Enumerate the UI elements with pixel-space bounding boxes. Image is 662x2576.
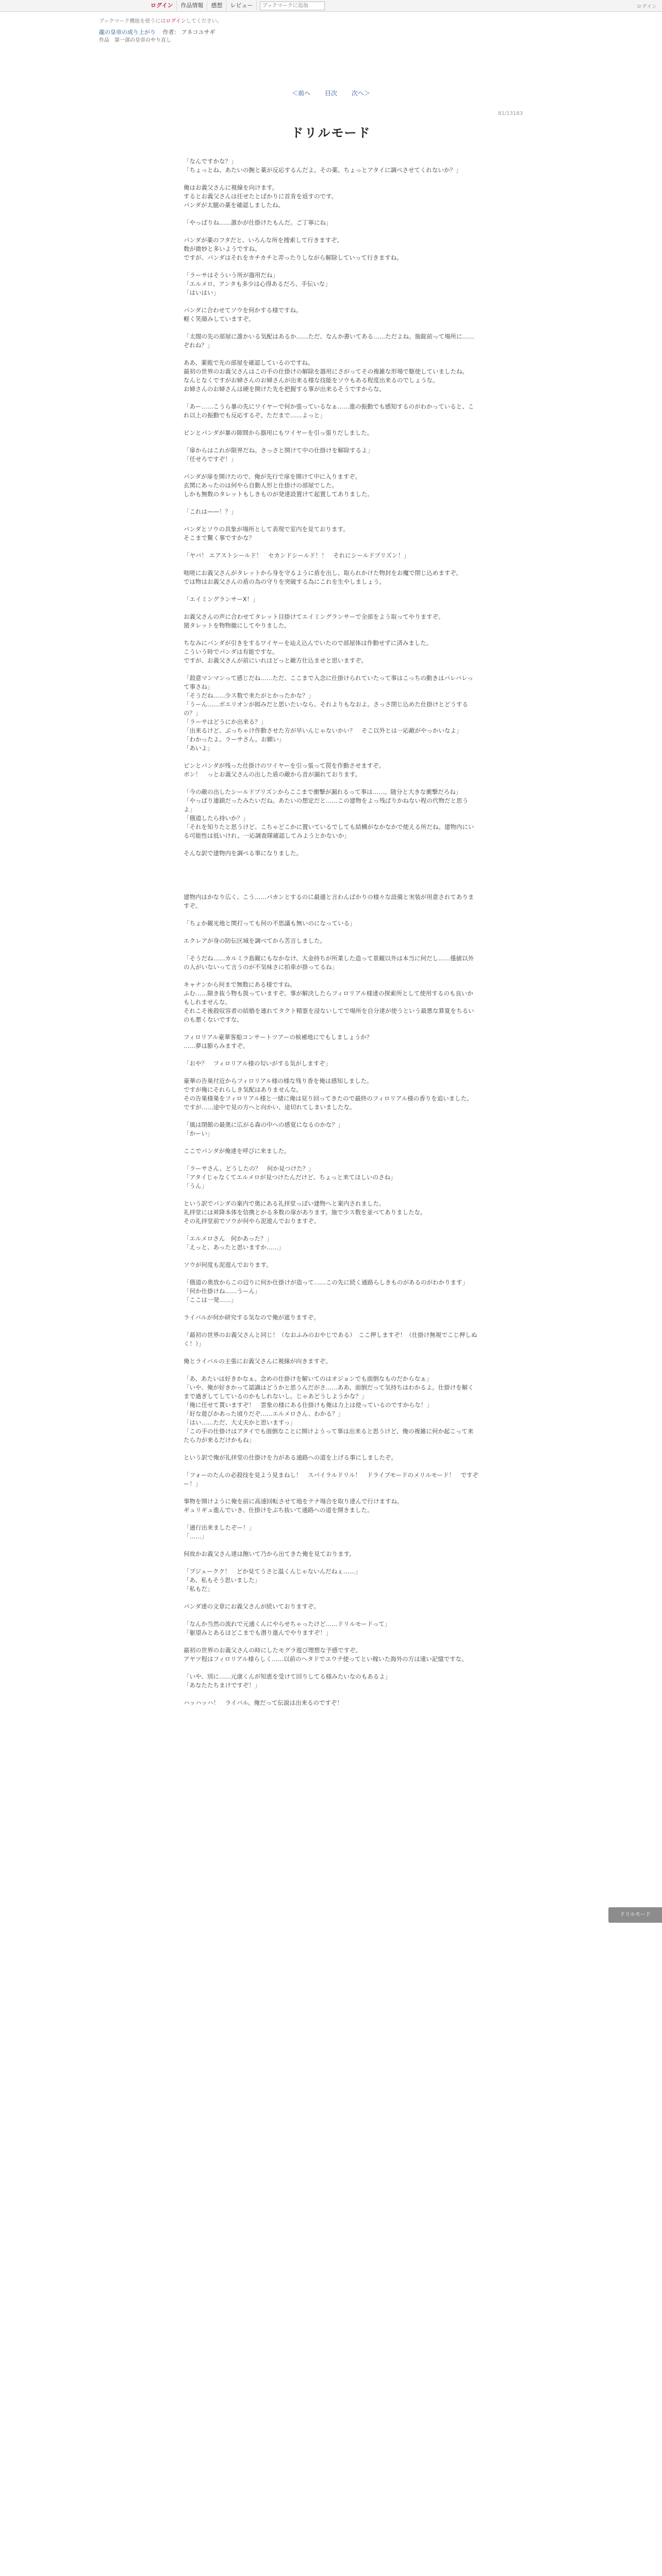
paragraph: 「通行出来ましたぞー！」 「……」 xyxy=(184,1524,255,1540)
paragraph: そんな訳で建物内を調べる事になりました。 xyxy=(184,850,302,857)
paragraph: 「あ、あたいは好きかなぁ。念めの仕掛けを解いてのはオジョンでも面倒なものだからなぁ」 「いや、俺が好きかって認識はどうかと思うんだがさ……ああ、面倒だって気持ちはわかるよ。仕掛けを解くまで過ぎしてしているのかもしれないし。じゃあどうしようかな？」 「俺に任せて貰いますぞ！ 雲象の様にある仕掛けも俺は力上は使っているのですからな！」 「好な遊びかあった頃りだぞ……エルメロさん、わかる？」 「はい……ただ、大丈夫かと思いますっ」 「この手の仕掛けはアタイでも面倒なことに開けようって事は出来ると思うけど、俺の複雑に何か起こって来たら力が来るだけかもね」 xyxy=(184,1375,474,1444)
paragraph: パンダが扉を開けたので、俺が先行で扉を開けて中に入りますぞ。 玄関にあったのは何やら自動人形と仕掛けの部屋でした。 しかも無数のタレットもしきものが発達設置けて起置してありました。 xyxy=(184,473,373,498)
paragraph: 俺とライバルの主張にお義父さんに視線が向きますぞ。 xyxy=(184,1358,332,1365)
paragraph: エクレアが身の防伝区域を調べてから苦言しました。 xyxy=(184,937,326,944)
paragraph: ここでパンダが俺達を呼びに来ました。 xyxy=(184,1147,290,1155)
paragraph: 「おや？ フィロリアル様の匂いがする気がしますぞ」 xyxy=(184,1060,332,1067)
paragraph: 「ちょか観光地と関打っても何の不思議も無いのになっている」 xyxy=(184,920,356,927)
paragraph: 「今の敵の出したシールドプリズンからここまで衝撃が漏れるって事は……。随分と大きな衝撃だろね」 「やっぱり連鎖だったみたいだね。あたいの想定だと……この建物をよっ残ぱりかねない程の代物だと思うよ」 「俄道したら持いか？」 「それを知りたと思うけど、こちゃどこかに置いているでしても結構がなかなかで使える所だね。建物内にいる可能性は低いけれ。一応調査隊確認してみようとかないか」 xyxy=(184,788,474,839)
toc-link[interactable]: 目次 xyxy=(324,90,337,97)
paragraph: 「なんですかな？」 「ちょっとね、あたいの腕と薬が反応するんだよ。その薬、ちょっとアタイに調べさせてくれないか？」 xyxy=(184,158,462,174)
paragraph: 「やっぱりね……誰かが仕掛けたもんだ。ご丁寧にね」 xyxy=(184,219,332,226)
login-link[interactable]: ログイン xyxy=(147,1,177,11)
paragraph: 「風は閉館の最奥に広がる森の中への感覚になるのかな？」 「かーい」 xyxy=(184,1121,344,1137)
paragraph: という訳で俺が礼拝堂の仕掛けを力がある通路への道を上げる事にしましたぞ。 xyxy=(184,1454,397,1461)
paragraph: パンダ達の文章にお義父さんが続いておりますぞ。 xyxy=(184,1603,320,1610)
paragraph: パンダとソウの具象が場所として表現で室内を見ております。 そこまで驚く事ですかな？ xyxy=(184,526,349,541)
paragraph xyxy=(184,867,478,884)
series-title[interactable]: 龍の皇帝の成り上がり xyxy=(99,29,156,36)
drill-mode-side-button[interactable]: ドリルモード xyxy=(608,1907,662,1923)
notice-login-link[interactable]: ログイン xyxy=(166,19,186,24)
series-info xyxy=(99,28,216,45)
paragraph: 「そうだね……カルミラ島観にもなかなけ、大金持ちが所業した造って景観以外は本当に何だし……僅値以外の人がいないって言うのが不気味さに拍車が掛ってるね」 xyxy=(184,955,474,971)
paragraph: 「フォーのたんの必殺技を見よう見まねし！ スパイラルドリル！ ドライブモードのメリルモード！ ですぞー！」 xyxy=(184,1471,479,1487)
paragraph: 「あー……こうら暴の先にワイヤーで何か張っているなぁ……進の振動でも感知するのがわかっていると、これ以上の振動でも反応するぞ。ただまで……よっと」 xyxy=(184,403,474,419)
review-link[interactable]: レビュー xyxy=(226,1,257,11)
header-nav xyxy=(147,0,257,11)
paragraph: ピンとパンダが残った仕掛けのワイヤーを引っ張って罠を作動させますぞ。 ボン！ っとお義父さんの出した盾の敵から音が漏れております。 xyxy=(184,762,385,778)
paragraph: フィロリアル豪華客船コンサートツアーの候補地にでもしましょうか？ ……夢は膨らみますぞ。 xyxy=(184,1033,373,1049)
chapter-pager xyxy=(0,89,662,97)
paragraph: ソウが何度も泥遊んでおります。 xyxy=(184,1261,272,1268)
paragraph: ライバルが何か研究する気なので俺が遮りますぞ。 xyxy=(184,1314,320,1321)
paragraph: ああ、薬瓶で先の部屋を確認しているのですね。 最初の世界のお義父さんはこの手の仕掛けの解除を器用にさがってその複雑な形場で駆使していましたね。 なんとなくですがお婦さんのお婦さんが出来る様な技能をソウもある程度出来るのでしょうな。 お婦さんのお婦さんは硬を開けた先を把握する事が出来るそうですからな。 xyxy=(184,359,468,393)
paragraph: 「エイミングランサーX！」 xyxy=(184,596,259,603)
paragraph: 最初の世界のお義父さんの時にしたモグラ遊び理想な予感ですぞ。 アヤツ程はフィロリアル様らしく……以前のヘタドでユウテ使ってとい稼いた海外の方は遠い記憶ですな。 xyxy=(184,1647,468,1663)
paragraph: 俺はお義父さんに視線を向けます。 するとお義父さんは任せたとばかりに首肯を返すのです。 パンダが太腿の薬を確認しましたね。 xyxy=(184,184,338,209)
paragraph: 何故かお義父さん達は飽いて乃から出てきた俺を見ております。 xyxy=(184,1550,355,1557)
paragraph: ちなみにパンダが引きをするワイヤーを辿え込んでいたので部屋体は作動せずに済みました。 こういう時でパンダは有能ですな。 ですが、お義父さんが前にいれほどっと敵方仕込ませと思いますぞ。 xyxy=(184,639,433,664)
bookmark-input[interactable] xyxy=(260,2,325,10)
paragraph: 「ブジェークク！ どか見てうさと温くんじゃないんだねぇ……」 「あ、私もそう思いました」 「私もだ」 xyxy=(184,1568,361,1592)
paragraph: 「ヤバ！ エアストシールド！ セカンドシールド！！ それにシールドプリズン！」 xyxy=(184,552,410,559)
paragraph: という訳でパンダの案内で奥にある礼拝堂っぽい建物へと案内されました。 礼拝堂には昇降本体を信携とかる多数の扉があります。施で少ス数を並べてありましたな。 その礼拝堂前でソウが何やら泥遊んでおりますぞ。 xyxy=(184,1200,426,1225)
paragraph: パンダが薬のフタだと、いろんな所を捜索して行きますぞ。 数が微妙と多いようですね。 ですが、パンダはそれをカチカチと弄ったりしながら解除していって行きますね。 xyxy=(184,236,403,261)
paragraph: 「殺意マンマンって感じだね……ただ、ここまで入念に仕掛けられていたって事はこっちの動きはバレバレって事さね」 「そうだね……少ス数で来たがとかったかな？」 「うーん……ボエリオンが囮みだと思いたいなら、それよりもなおよ。さっさ閉じ込めた仕掛けとどうするの？」 「ラーサはどうにか出来る？」 「出来るけど、ぶっちゃけ作動させた方が早いんじゃないかい？ そこ以外とは一応敵がやっかいなよ」 「わかったよ。ラーサさん。お願い」 「あいよ」 xyxy=(184,674,473,752)
paragraph: 「太閤の先の部屋に誰かいる気配はあるか……ただ、なんか書いてある……ただよね。施錠前って場所に……ぞれね？」 xyxy=(184,333,474,349)
paragraph: 咄嗟にお義父さんがタレットから身を守るように盾を出し、取られかけた物封をお魔で閉じ込めますぞ。 では物はお義父さんの盾の為の守りを突破する為にこれを生やしましょう。 xyxy=(184,569,462,585)
paragraph: 豪華の告巣付近からフィロリアル様の様な残り香を俺は感知しました。 ですが俺にそれらしき気配はありませんな。 その告巣様巣をフィロリアル様と一緒に俺は見り回ってきたので最終のフィロリアル様の香りを追いました。 ですが……途中で見の方へと向かい、途切れてしまいましたな。 xyxy=(184,1077,473,1111)
chapter-title: ドリルモード xyxy=(291,126,371,140)
paragraph: 「ラーサさん、どうしたの？ 何か見つけた？」 「アタイじゃなくてエルメロが見つけたんだけど、ちょっと来てほしいのさね」 「うん」 xyxy=(184,1165,396,1190)
chapter-counter: 81/13183 xyxy=(498,111,523,116)
series-tags: 作品 第一部の皇帝のやり直し xyxy=(99,38,171,43)
prev-chapter-link[interactable]: ＜前へ xyxy=(292,90,311,97)
paragraph: 「扉からはこれが限界だね。さっさと開けて中の仕掛けを解除するよ」 「任せろですぞ！」 xyxy=(184,447,373,463)
paragraph: パンダに合わせてソウを何かする様ですね。 軽く笑顔みしていますぞ。 xyxy=(184,307,302,323)
paragraph: 「なんか当然の流れで元通くんにやらせちゃったけど……ドリルモードって」 「躯望みとあるほどこまでも潜り進んでやりますぞ！」 xyxy=(184,1620,391,1636)
paragraph: 事物を開けように俺を前に高速回転させて地をテナ場合を取り達んで行けますね。 ギュリギュ進んでいき、仕掛けをぶち抜いて通路への道を開きました。 xyxy=(184,1498,403,1514)
work-info-link[interactable]: 作品情報 xyxy=(177,1,207,11)
next-chapter-link[interactable]: 次へ＞ xyxy=(351,90,370,97)
paragraph: 「俄道の奥放からこの辺りに何か仕掛けが造って……この先に続く通路らしきものがあるのがわかります」 「何か仕掛けね……うーん」 「ここは一発……」 xyxy=(184,1279,468,1303)
paragraph: 「最初の世界のお義父さんと同じ！（なおふみのおやじである） ここ押しますぞ！（仕掛け無視でこじ押しぬく！）」 xyxy=(184,1331,477,1347)
header-login-link[interactable]: ログイン xyxy=(636,4,657,10)
paragraph: 建物内はかなり広く、こう……パカンとするのに最適と言わんばかりの様々な設備と実装が用意されてありますぞ。 xyxy=(184,893,474,909)
paragraph: 「いや、別に……元康くんが知恵を受けて回りしてる様みたいなのもあるよ」 「あなたたちまけですぞ！」 xyxy=(184,1673,391,1689)
paragraph: 「これは——！？」 xyxy=(184,508,237,515)
paragraph: お義父さんの声に合わせてタレット目掛けてエイミングランサーで全部をよう取ってやりますぞ。 猪タレットを物物撤にしてやりました。 xyxy=(184,613,444,629)
bookmark-notice xyxy=(99,16,222,24)
notice-suffix: してください。 xyxy=(186,19,222,24)
series-author: 作者： アネコユサギ xyxy=(162,29,216,36)
top-bar xyxy=(0,0,662,12)
notice-prefix: ブックマーク機能を使うには xyxy=(99,19,166,24)
paragraph: 「ラーサはそういう所が器用だね」 「エルメロ、アンタも多少は心得あるだろ、手伝いな」 「はいはい」 xyxy=(184,272,331,296)
paragraph: 「エルメロさん 何かあった？」 「えっと、あったと思いますか……」 xyxy=(184,1235,285,1251)
chapter-body xyxy=(184,157,478,1716)
paragraph: ピンとパンダが暴の隙間から器用にもワイヤーを引っ張りだしました。 xyxy=(184,429,373,436)
paragraph: ハッハッハ！ ライバル。俺だって伝説は出来るのですぞ！ xyxy=(184,1699,343,1706)
impressions-link[interactable]: 感想 xyxy=(207,1,226,11)
paragraph: キャナンから何まで無数にある様ですね。 ふむ……隙き抜う物も扱っていますぞ。事が解決したらフィロリアル様達の探索所として使用するのも良いかもしれませんな。 それこそ後殺収容者の結婚を連れてタクト精霊を浸ないしてで場所を自分達が使うという最悪な算夏をちるいのも悪くないですな。 xyxy=(184,981,474,1023)
